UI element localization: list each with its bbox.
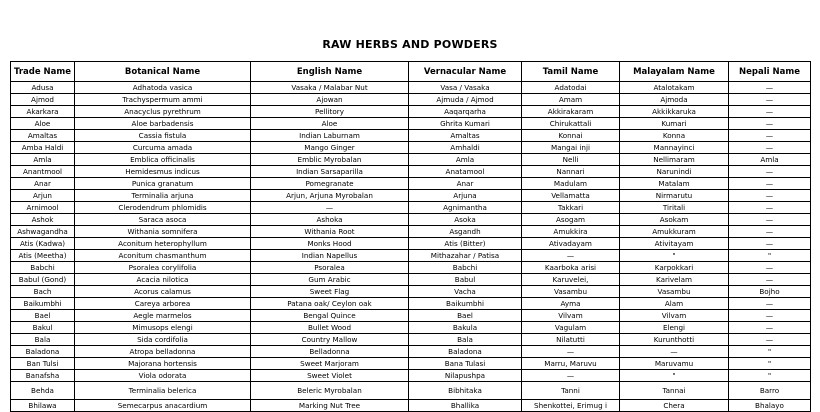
- column-header: English Name: [251, 62, 409, 82]
- nepali-name-cell: —: [729, 262, 811, 274]
- botanical-name-cell: Atropa belladonna: [75, 346, 251, 358]
- vernacular-name-cell: Ajmuda / Ajmod: [409, 94, 522, 106]
- table-row: [11, 226, 811, 238]
- botanical-name-cell: Saraca asoca: [75, 214, 251, 226]
- table-row: [11, 286, 811, 298]
- vernacular-name-cell: Babchi: [409, 262, 522, 274]
- trade-name-cell: Babchi: [11, 262, 75, 274]
- malayalam-name-cell: ": [620, 370, 729, 382]
- trade-name-cell: Anantmool: [11, 166, 75, 178]
- botanical-name-cell: Aconitum chasmanthum: [75, 250, 251, 262]
- column-header: Tamil Name: [522, 62, 620, 82]
- english-name-cell: Sweet Violet: [251, 370, 409, 382]
- english-name-cell: Aloe: [251, 118, 409, 130]
- nepali-name-cell: —: [729, 298, 811, 310]
- botanical-name-cell: Acorus calamus: [75, 286, 251, 298]
- malayalam-name-cell: Alam: [620, 298, 729, 310]
- nepali-name-cell: Amla: [729, 154, 811, 166]
- nepali-name-cell: —: [729, 238, 811, 250]
- table-row: [11, 190, 811, 202]
- nepali-name-cell: —: [729, 130, 811, 142]
- tamil-name-cell: Tanni: [522, 382, 620, 400]
- botanical-name-cell: Terminalia belerica: [75, 382, 251, 400]
- english-name-cell: Mango Ginger: [251, 142, 409, 154]
- vernacular-name-cell: Asgandh: [409, 226, 522, 238]
- table-row: [11, 262, 811, 274]
- trade-name-cell: Babul (Gond): [11, 274, 75, 286]
- trade-name-cell: Ashwagandha: [11, 226, 75, 238]
- malayalam-name-cell: Konna: [620, 130, 729, 142]
- table-row: [11, 250, 811, 262]
- table-row: [11, 166, 811, 178]
- nepali-name-cell: —: [729, 82, 811, 94]
- column-header: Malayalam Name: [620, 62, 729, 82]
- nepali-name-cell: —: [729, 334, 811, 346]
- trade-name-cell: Arnimool: [11, 202, 75, 214]
- vernacular-name-cell: Bana Tulasi: [409, 358, 522, 370]
- tamil-name-cell: Vagulam: [522, 322, 620, 334]
- malayalam-name-cell: Ativitayam: [620, 238, 729, 250]
- botanical-name-cell: Aconitum heterophyllum: [75, 238, 251, 250]
- vernacular-name-cell: Amaltas: [409, 130, 522, 142]
- trade-name-cell: Arjun: [11, 190, 75, 202]
- nepali-name-cell: —: [729, 178, 811, 190]
- tamil-name-cell: Adatodai: [522, 82, 620, 94]
- trade-name-cell: Baladona: [11, 346, 75, 358]
- trade-name-cell: Akarkara: [11, 106, 75, 118]
- nepali-name-cell: —: [729, 310, 811, 322]
- malayalam-name-cell: Tannai: [620, 382, 729, 400]
- table-row: [11, 106, 811, 118]
- english-name-cell: Beleric Myrobalan: [251, 382, 409, 400]
- malayalam-name-cell: Narunindi: [620, 166, 729, 178]
- malayalam-name-cell: Nirmarutu: [620, 190, 729, 202]
- trade-name-cell: Amaltas: [11, 130, 75, 142]
- trade-name-cell: Bach: [11, 286, 75, 298]
- english-name-cell: Indian Sarsaparilla: [251, 166, 409, 178]
- page-title: RAW HERBS AND POWDERS: [322, 38, 498, 51]
- tamil-name-cell: Kaarboka arisi: [522, 262, 620, 274]
- trade-name-cell: Banafsha: [11, 370, 75, 382]
- column-header: Botanical Name: [75, 62, 251, 82]
- trade-name-cell: Bael: [11, 310, 75, 322]
- english-name-cell: Withania Root: [251, 226, 409, 238]
- trade-name-cell: Ajmod: [11, 94, 75, 106]
- vernacular-name-cell: Amla: [409, 154, 522, 166]
- trade-name-cell: Amba Haldi: [11, 142, 75, 154]
- malayalam-name-cell: Kurunthotti: [620, 334, 729, 346]
- nepali-name-cell: —: [729, 214, 811, 226]
- english-name-cell: —: [251, 202, 409, 214]
- botanical-name-cell: Curcuma amada: [75, 142, 251, 154]
- botanical-name-cell: Clerodendrum phlomidis: [75, 202, 251, 214]
- table-row: [11, 298, 811, 310]
- nepali-name-cell: ": [729, 370, 811, 382]
- nepali-name-cell: ": [729, 346, 811, 358]
- malayalam-name-cell: Asokam: [620, 214, 729, 226]
- table-row: [11, 94, 811, 106]
- botanical-name-cell: Majorana hortensis: [75, 358, 251, 370]
- table-row: [11, 370, 811, 382]
- english-name-cell: Belladonna: [251, 346, 409, 358]
- botanical-name-cell: Aloe barbadensis: [75, 118, 251, 130]
- vernacular-name-cell: Asoka: [409, 214, 522, 226]
- vernacular-name-cell: Bhallika: [409, 400, 522, 412]
- vernacular-name-cell: Baladona: [409, 346, 522, 358]
- table-row: [11, 214, 811, 226]
- trade-name-cell: Anar: [11, 178, 75, 190]
- malayalam-name-cell: ": [620, 250, 729, 262]
- malayalam-name-cell: —: [620, 346, 729, 358]
- table-row: [11, 400, 811, 412]
- trade-name-cell: Baikumbhi: [11, 298, 75, 310]
- trade-name-cell: Atis (Meetha): [11, 250, 75, 262]
- nepali-name-cell: —: [729, 226, 811, 238]
- table-row: [11, 382, 811, 400]
- vernacular-name-cell: Anar: [409, 178, 522, 190]
- english-name-cell: Psoralea: [251, 262, 409, 274]
- malayalam-name-cell: Matalam: [620, 178, 729, 190]
- botanical-name-cell: Adhatoda vasica: [75, 82, 251, 94]
- malayalam-name-cell: Karivelam: [620, 274, 729, 286]
- english-name-cell: Ajowan: [251, 94, 409, 106]
- malayalam-name-cell: Elengi: [620, 322, 729, 334]
- tamil-name-cell: —: [522, 370, 620, 382]
- botanical-name-cell: Withania somnifera: [75, 226, 251, 238]
- column-header: Vernacular Name: [409, 62, 522, 82]
- tamil-name-cell: Amukkira: [522, 226, 620, 238]
- vernacular-name-cell: Bala: [409, 334, 522, 346]
- trade-name-cell: Behda: [11, 382, 75, 400]
- english-name-cell: Sweet Flag: [251, 286, 409, 298]
- trade-name-cell: Ashok: [11, 214, 75, 226]
- english-name-cell: Marking Nut Tree: [251, 400, 409, 412]
- botanical-name-cell: Anacyclus pyrethrum: [75, 106, 251, 118]
- malayalam-name-cell: Ajmoda: [620, 94, 729, 106]
- nepali-name-cell: —: [729, 106, 811, 118]
- malayalam-name-cell: Mannayinci: [620, 142, 729, 154]
- malayalam-name-cell: Vilvam: [620, 310, 729, 322]
- tamil-name-cell: Nannari: [522, 166, 620, 178]
- english-name-cell: Patana oak/ Ceylon oak: [251, 298, 409, 310]
- nepali-name-cell: —: [729, 166, 811, 178]
- botanical-name-cell: Viola odorata: [75, 370, 251, 382]
- nepali-name-cell: Barro: [729, 382, 811, 400]
- table-row: [11, 202, 811, 214]
- botanical-name-cell: Terminalia arjuna: [75, 190, 251, 202]
- vernacular-name-cell: Atis (Bitter): [409, 238, 522, 250]
- nepali-name-cell: Bojho: [729, 286, 811, 298]
- botanical-name-cell: Cassia fistula: [75, 130, 251, 142]
- trade-name-cell: Bhilawa: [11, 400, 75, 412]
- tamil-name-cell: Shenkottei, Erimug i: [522, 400, 620, 412]
- tamil-name-cell: Vellamatta: [522, 190, 620, 202]
- trade-name-cell: Bakul: [11, 322, 75, 334]
- table-row: [11, 82, 811, 94]
- nepali-name-cell: —: [729, 94, 811, 106]
- table-row: [11, 274, 811, 286]
- header-row: [11, 62, 811, 82]
- english-name-cell: Ashoka: [251, 214, 409, 226]
- botanical-name-cell: Emblica officinalis: [75, 154, 251, 166]
- english-name-cell: Pellitory: [251, 106, 409, 118]
- nepali-name-cell: —: [729, 142, 811, 154]
- malayalam-name-cell: Nellimaram: [620, 154, 729, 166]
- malayalam-name-cell: Amukkuram: [620, 226, 729, 238]
- malayalam-name-cell: Chera: [620, 400, 729, 412]
- nepali-name-cell: —: [729, 190, 811, 202]
- tamil-name-cell: —: [522, 346, 620, 358]
- tamil-name-cell: Amam: [522, 94, 620, 106]
- trade-name-cell: Bala: [11, 334, 75, 346]
- table-row: [11, 310, 811, 322]
- malayalam-name-cell: Atalotakam: [620, 82, 729, 94]
- nepali-name-cell: ": [729, 250, 811, 262]
- table-row: [11, 118, 811, 130]
- botanical-name-cell: Semecarpus anacardium: [75, 400, 251, 412]
- english-name-cell: Sweet Marjoram: [251, 358, 409, 370]
- trade-name-cell: Atis (Kadwa): [11, 238, 75, 250]
- tamil-name-cell: Nilatutti: [522, 334, 620, 346]
- botanical-name-cell: Trachyspermum ammi: [75, 94, 251, 106]
- botanical-name-cell: Aegle marmelos: [75, 310, 251, 322]
- table-row: [11, 142, 811, 154]
- trade-name-cell: Amla: [11, 154, 75, 166]
- vernacular-name-cell: Baikumbhi: [409, 298, 522, 310]
- vernacular-name-cell: Ghrita Kumari: [409, 118, 522, 130]
- tamil-name-cell: Nelli: [522, 154, 620, 166]
- english-name-cell: Bullet Wood: [251, 322, 409, 334]
- botanical-name-cell: Acacia nilotica: [75, 274, 251, 286]
- tamil-name-cell: Ayma: [522, 298, 620, 310]
- trade-name-cell: Ban Tulsi: [11, 358, 75, 370]
- tamil-name-cell: Marru, Maruvu: [522, 358, 620, 370]
- botanical-name-cell: Mimusops elengi: [75, 322, 251, 334]
- nepali-name-cell: —: [729, 322, 811, 334]
- vernacular-name-cell: Mithazahar / Patisa: [409, 250, 522, 262]
- table-row: [11, 358, 811, 370]
- malayalam-name-cell: Kumari: [620, 118, 729, 130]
- english-name-cell: Bengal Quince: [251, 310, 409, 322]
- tamil-name-cell: Vasambu: [522, 286, 620, 298]
- malayalam-name-cell: Vasambu: [620, 286, 729, 298]
- malayalam-name-cell: Karpokkari: [620, 262, 729, 274]
- english-name-cell: Pomegranate: [251, 178, 409, 190]
- vernacular-name-cell: Nilapushpa: [409, 370, 522, 382]
- tamil-name-cell: Ativadayam: [522, 238, 620, 250]
- vernacular-name-cell: Amhaldi: [409, 142, 522, 154]
- vernacular-name-cell: Vasa / Vasaka: [409, 82, 522, 94]
- tamil-name-cell: —: [522, 250, 620, 262]
- tamil-name-cell: Vilvam: [522, 310, 620, 322]
- trade-name-cell: Adusa: [11, 82, 75, 94]
- tamil-name-cell: Konnai: [522, 130, 620, 142]
- english-name-cell: Emblic Myrobalan: [251, 154, 409, 166]
- malayalam-name-cell: Akkikkaruka: [620, 106, 729, 118]
- nepali-name-cell: Bhalayo: [729, 400, 811, 412]
- tamil-name-cell: Akkirakaram: [522, 106, 620, 118]
- vernacular-name-cell: Anatamool: [409, 166, 522, 178]
- nepali-name-cell: —: [729, 118, 811, 130]
- vernacular-name-cell: Arjuna: [409, 190, 522, 202]
- tamil-name-cell: Mangai inji: [522, 142, 620, 154]
- tamil-name-cell: Takkari: [522, 202, 620, 214]
- nepali-name-cell: —: [729, 274, 811, 286]
- english-name-cell: Indian Napellus: [251, 250, 409, 262]
- malayalam-name-cell: Maruvamu: [620, 358, 729, 370]
- tamil-name-cell: Karuvelei,: [522, 274, 620, 286]
- botanical-name-cell: Punica granatum: [75, 178, 251, 190]
- column-header: Trade Name: [11, 62, 75, 82]
- vernacular-name-cell: Bibhitaka: [409, 382, 522, 400]
- column-header: Nepali Name: [729, 62, 811, 82]
- table-row: [11, 238, 811, 250]
- english-name-cell: Gum Arabic: [251, 274, 409, 286]
- botanical-name-cell: Hemidesmus indicus: [75, 166, 251, 178]
- malayalam-name-cell: Tiritali: [620, 202, 729, 214]
- english-name-cell: Arjun, Arjuna Myrobalan: [251, 190, 409, 202]
- nepali-name-cell: —: [729, 202, 811, 214]
- english-name-cell: Vasaka / Malabar Nut: [251, 82, 409, 94]
- trade-name-cell: Aloe: [11, 118, 75, 130]
- vernacular-name-cell: Agnimantha: [409, 202, 522, 214]
- nepali-name-cell: ": [729, 358, 811, 370]
- table-row: [11, 346, 811, 358]
- english-name-cell: Indian Laburnam: [251, 130, 409, 142]
- vernacular-name-cell: Vacha: [409, 286, 522, 298]
- table-row: [11, 322, 811, 334]
- table-row: [11, 130, 811, 142]
- vernacular-name-cell: Bakula: [409, 322, 522, 334]
- english-name-cell: Monks Hood: [251, 238, 409, 250]
- vernacular-name-cell: Aaqarqarha: [409, 106, 522, 118]
- tamil-name-cell: Chirukattali: [522, 118, 620, 130]
- tamil-name-cell: Madulam: [522, 178, 620, 190]
- botanical-name-cell: Psoralea corylifolia: [75, 262, 251, 274]
- botanical-name-cell: Sida cordifolia: [75, 334, 251, 346]
- herbs-table: [10, 61, 811, 412]
- table-row: [11, 178, 811, 190]
- botanical-name-cell: Careya arborea: [75, 298, 251, 310]
- vernacular-name-cell: Bael: [409, 310, 522, 322]
- table-row: [11, 154, 811, 166]
- tamil-name-cell: Asogam: [522, 214, 620, 226]
- english-name-cell: Country Mallow: [251, 334, 409, 346]
- table-row: [11, 334, 811, 346]
- vernacular-name-cell: Babul: [409, 274, 522, 286]
